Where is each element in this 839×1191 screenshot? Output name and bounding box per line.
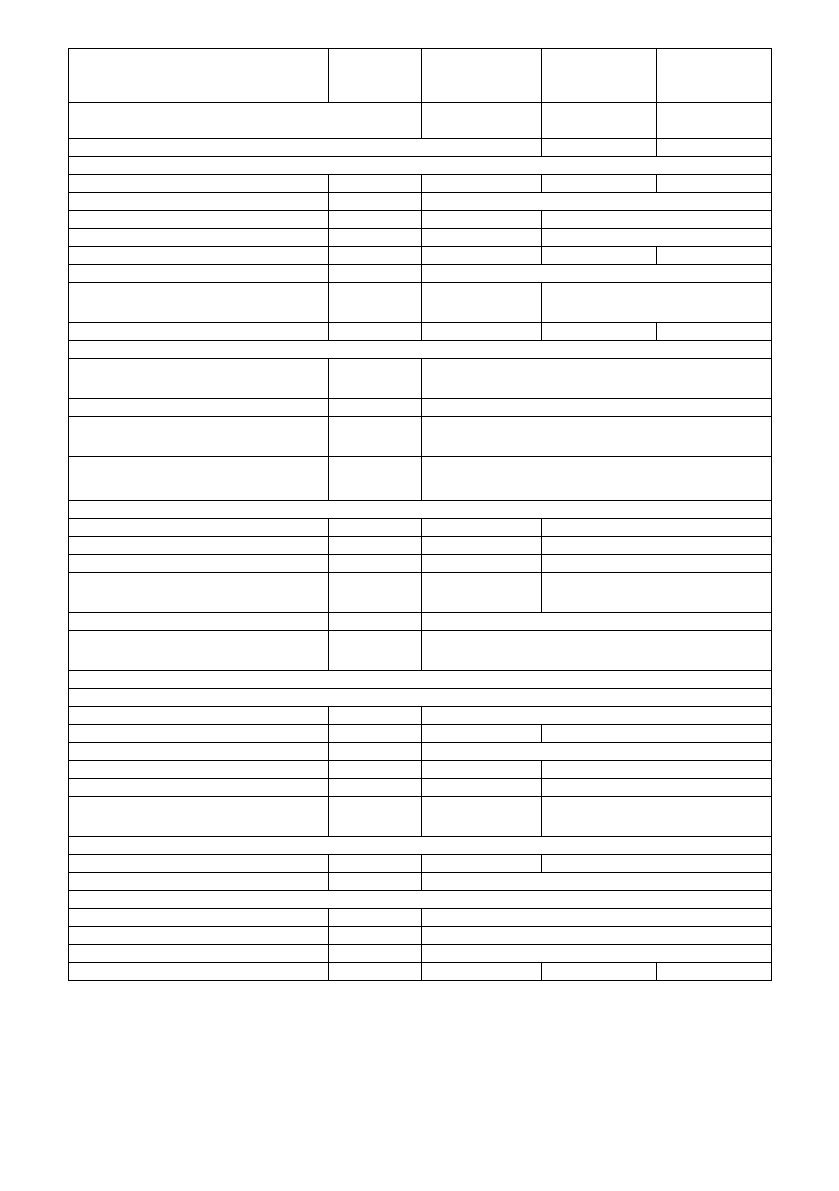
table-row <box>69 323 772 341</box>
table-cell <box>69 761 329 779</box>
table-cell <box>422 283 542 323</box>
table-row <box>69 519 772 537</box>
table-cell <box>69 963 329 981</box>
table-cell <box>542 519 772 537</box>
table-cell <box>329 49 422 103</box>
table-cell <box>329 229 422 247</box>
table-cell <box>542 725 772 743</box>
table-cell <box>542 103 657 139</box>
document-table-container <box>68 48 771 981</box>
table-cell <box>422 103 542 139</box>
table-cell <box>657 49 772 103</box>
table-cell <box>329 323 422 341</box>
table-cell <box>422 707 772 725</box>
table-cell <box>657 963 772 981</box>
table-cell <box>69 909 329 927</box>
table-cell <box>657 323 772 341</box>
table-row <box>69 283 772 323</box>
table-cell <box>329 743 422 761</box>
table-cell <box>69 359 329 399</box>
table-row <box>69 761 772 779</box>
table-cell <box>329 725 422 743</box>
table-cell <box>69 631 329 671</box>
table-cell <box>329 945 422 963</box>
table-row <box>69 103 772 139</box>
table-row <box>69 175 772 193</box>
table-cell <box>69 417 329 457</box>
table-cell <box>329 963 422 981</box>
table-row <box>69 909 772 927</box>
table-row <box>69 837 772 855</box>
table-cell <box>422 537 542 555</box>
table-row <box>69 963 772 981</box>
table-cell <box>329 927 422 945</box>
table-row <box>69 399 772 417</box>
table-cell <box>329 247 422 265</box>
table-row <box>69 537 772 555</box>
table-cell <box>422 873 772 891</box>
table-row <box>69 341 772 359</box>
table-cell <box>69 689 772 707</box>
table-cell <box>542 175 657 193</box>
table-cell <box>542 229 772 247</box>
table-cell <box>422 761 542 779</box>
table-cell <box>422 193 772 211</box>
table-cell <box>657 175 772 193</box>
table-row <box>69 631 772 671</box>
table-cell <box>69 573 329 613</box>
table-cell <box>422 175 542 193</box>
table-cell <box>69 779 329 797</box>
table-cell <box>542 963 657 981</box>
table-cell <box>69 399 329 417</box>
table-cell <box>329 399 422 417</box>
table-cell <box>69 555 329 573</box>
table-cell <box>422 399 772 417</box>
table-cell <box>69 891 772 909</box>
table-row <box>69 229 772 247</box>
table-row <box>69 671 772 689</box>
table-cell <box>542 139 657 157</box>
table-cell <box>329 779 422 797</box>
table-row <box>69 945 772 963</box>
table-cell <box>422 519 542 537</box>
table-cell <box>69 229 329 247</box>
table-row <box>69 707 772 725</box>
table-cell <box>422 229 542 247</box>
table-cell <box>69 945 329 963</box>
table-cell <box>542 323 657 341</box>
table-cell <box>542 761 772 779</box>
table-row <box>69 211 772 229</box>
table-cell <box>329 631 422 671</box>
table-cell <box>542 283 772 323</box>
table-cell <box>542 537 772 555</box>
table-cell <box>329 761 422 779</box>
table-cell <box>422 49 542 103</box>
table-cell <box>329 873 422 891</box>
table-cell <box>422 359 772 399</box>
table-cell <box>69 211 329 229</box>
table-cell <box>69 707 329 725</box>
table-cell <box>69 927 329 945</box>
table-cell <box>329 265 422 283</box>
table-cell <box>69 873 329 891</box>
table-row <box>69 193 772 211</box>
table-cell <box>69 743 329 761</box>
table-cell <box>422 945 772 963</box>
table-cell <box>657 139 772 157</box>
table-cell <box>329 797 422 837</box>
table-cell <box>329 613 422 631</box>
table-row <box>69 613 772 631</box>
table-cell <box>542 573 772 613</box>
table-cell <box>422 963 542 981</box>
table-row <box>69 555 772 573</box>
table-cell <box>542 779 772 797</box>
table-cell <box>422 211 542 229</box>
table-cell <box>69 157 772 175</box>
table-cell <box>422 855 542 873</box>
table-cell <box>542 555 772 573</box>
table-cell <box>69 797 329 837</box>
table-cell <box>422 797 542 837</box>
table-cell <box>422 417 772 457</box>
table-row <box>69 247 772 265</box>
table-row <box>69 501 772 519</box>
table-row <box>69 873 772 891</box>
table-row <box>69 457 772 501</box>
table-cell <box>69 671 772 689</box>
table-cell <box>69 175 329 193</box>
table-cell <box>69 139 542 157</box>
table-cell <box>69 265 329 283</box>
table-cell <box>422 613 772 631</box>
table-cell <box>422 457 772 501</box>
table-cell <box>329 193 422 211</box>
table-cell <box>329 537 422 555</box>
table-row <box>69 743 772 761</box>
table-row <box>69 417 772 457</box>
table-cell <box>329 457 422 501</box>
table-cell <box>69 341 772 359</box>
table-cell <box>69 837 772 855</box>
table-cell <box>329 519 422 537</box>
table-cell <box>422 743 772 761</box>
table-cell <box>422 631 772 671</box>
table-row <box>69 725 772 743</box>
table-cell <box>422 725 542 743</box>
table-row <box>69 779 772 797</box>
table-row <box>69 689 772 707</box>
table-cell <box>69 283 329 323</box>
table-cell <box>329 855 422 873</box>
table-cell <box>69 613 329 631</box>
table-cell <box>542 247 657 265</box>
document-table <box>68 48 772 981</box>
table-cell <box>69 323 329 341</box>
table-row <box>69 265 772 283</box>
table-row <box>69 49 772 103</box>
table-cell <box>69 103 422 139</box>
table-cell <box>422 927 772 945</box>
table-cell <box>542 855 772 873</box>
table-cell <box>69 519 329 537</box>
table-cell <box>69 855 329 873</box>
table-cell <box>422 779 542 797</box>
table-cell <box>542 211 772 229</box>
table-cell <box>329 909 422 927</box>
table-cell <box>69 457 329 501</box>
table-row <box>69 797 772 837</box>
table-cell <box>422 265 772 283</box>
table-cell <box>69 501 772 519</box>
table-cell <box>69 49 329 103</box>
table-row <box>69 891 772 909</box>
table-row <box>69 927 772 945</box>
table-cell <box>542 797 772 837</box>
table-cell <box>329 707 422 725</box>
table-cell <box>657 103 772 139</box>
table-cell <box>657 247 772 265</box>
table-row <box>69 157 772 175</box>
table-row <box>69 855 772 873</box>
table-cell <box>69 537 329 555</box>
table-cell <box>422 323 542 341</box>
table-cell <box>329 211 422 229</box>
table-cell <box>329 417 422 457</box>
table-row <box>69 139 772 157</box>
table-cell <box>69 247 329 265</box>
table-cell <box>329 283 422 323</box>
table-cell <box>422 573 542 613</box>
table-cell <box>69 725 329 743</box>
table-cell <box>422 909 772 927</box>
table-cell <box>329 175 422 193</box>
table-cell <box>542 49 657 103</box>
table-cell <box>329 555 422 573</box>
table-cell <box>69 193 329 211</box>
table-row <box>69 359 772 399</box>
table-row <box>69 573 772 613</box>
table-cell <box>329 573 422 613</box>
table-cell <box>422 555 542 573</box>
table-cell <box>329 359 422 399</box>
table-cell <box>422 247 542 265</box>
